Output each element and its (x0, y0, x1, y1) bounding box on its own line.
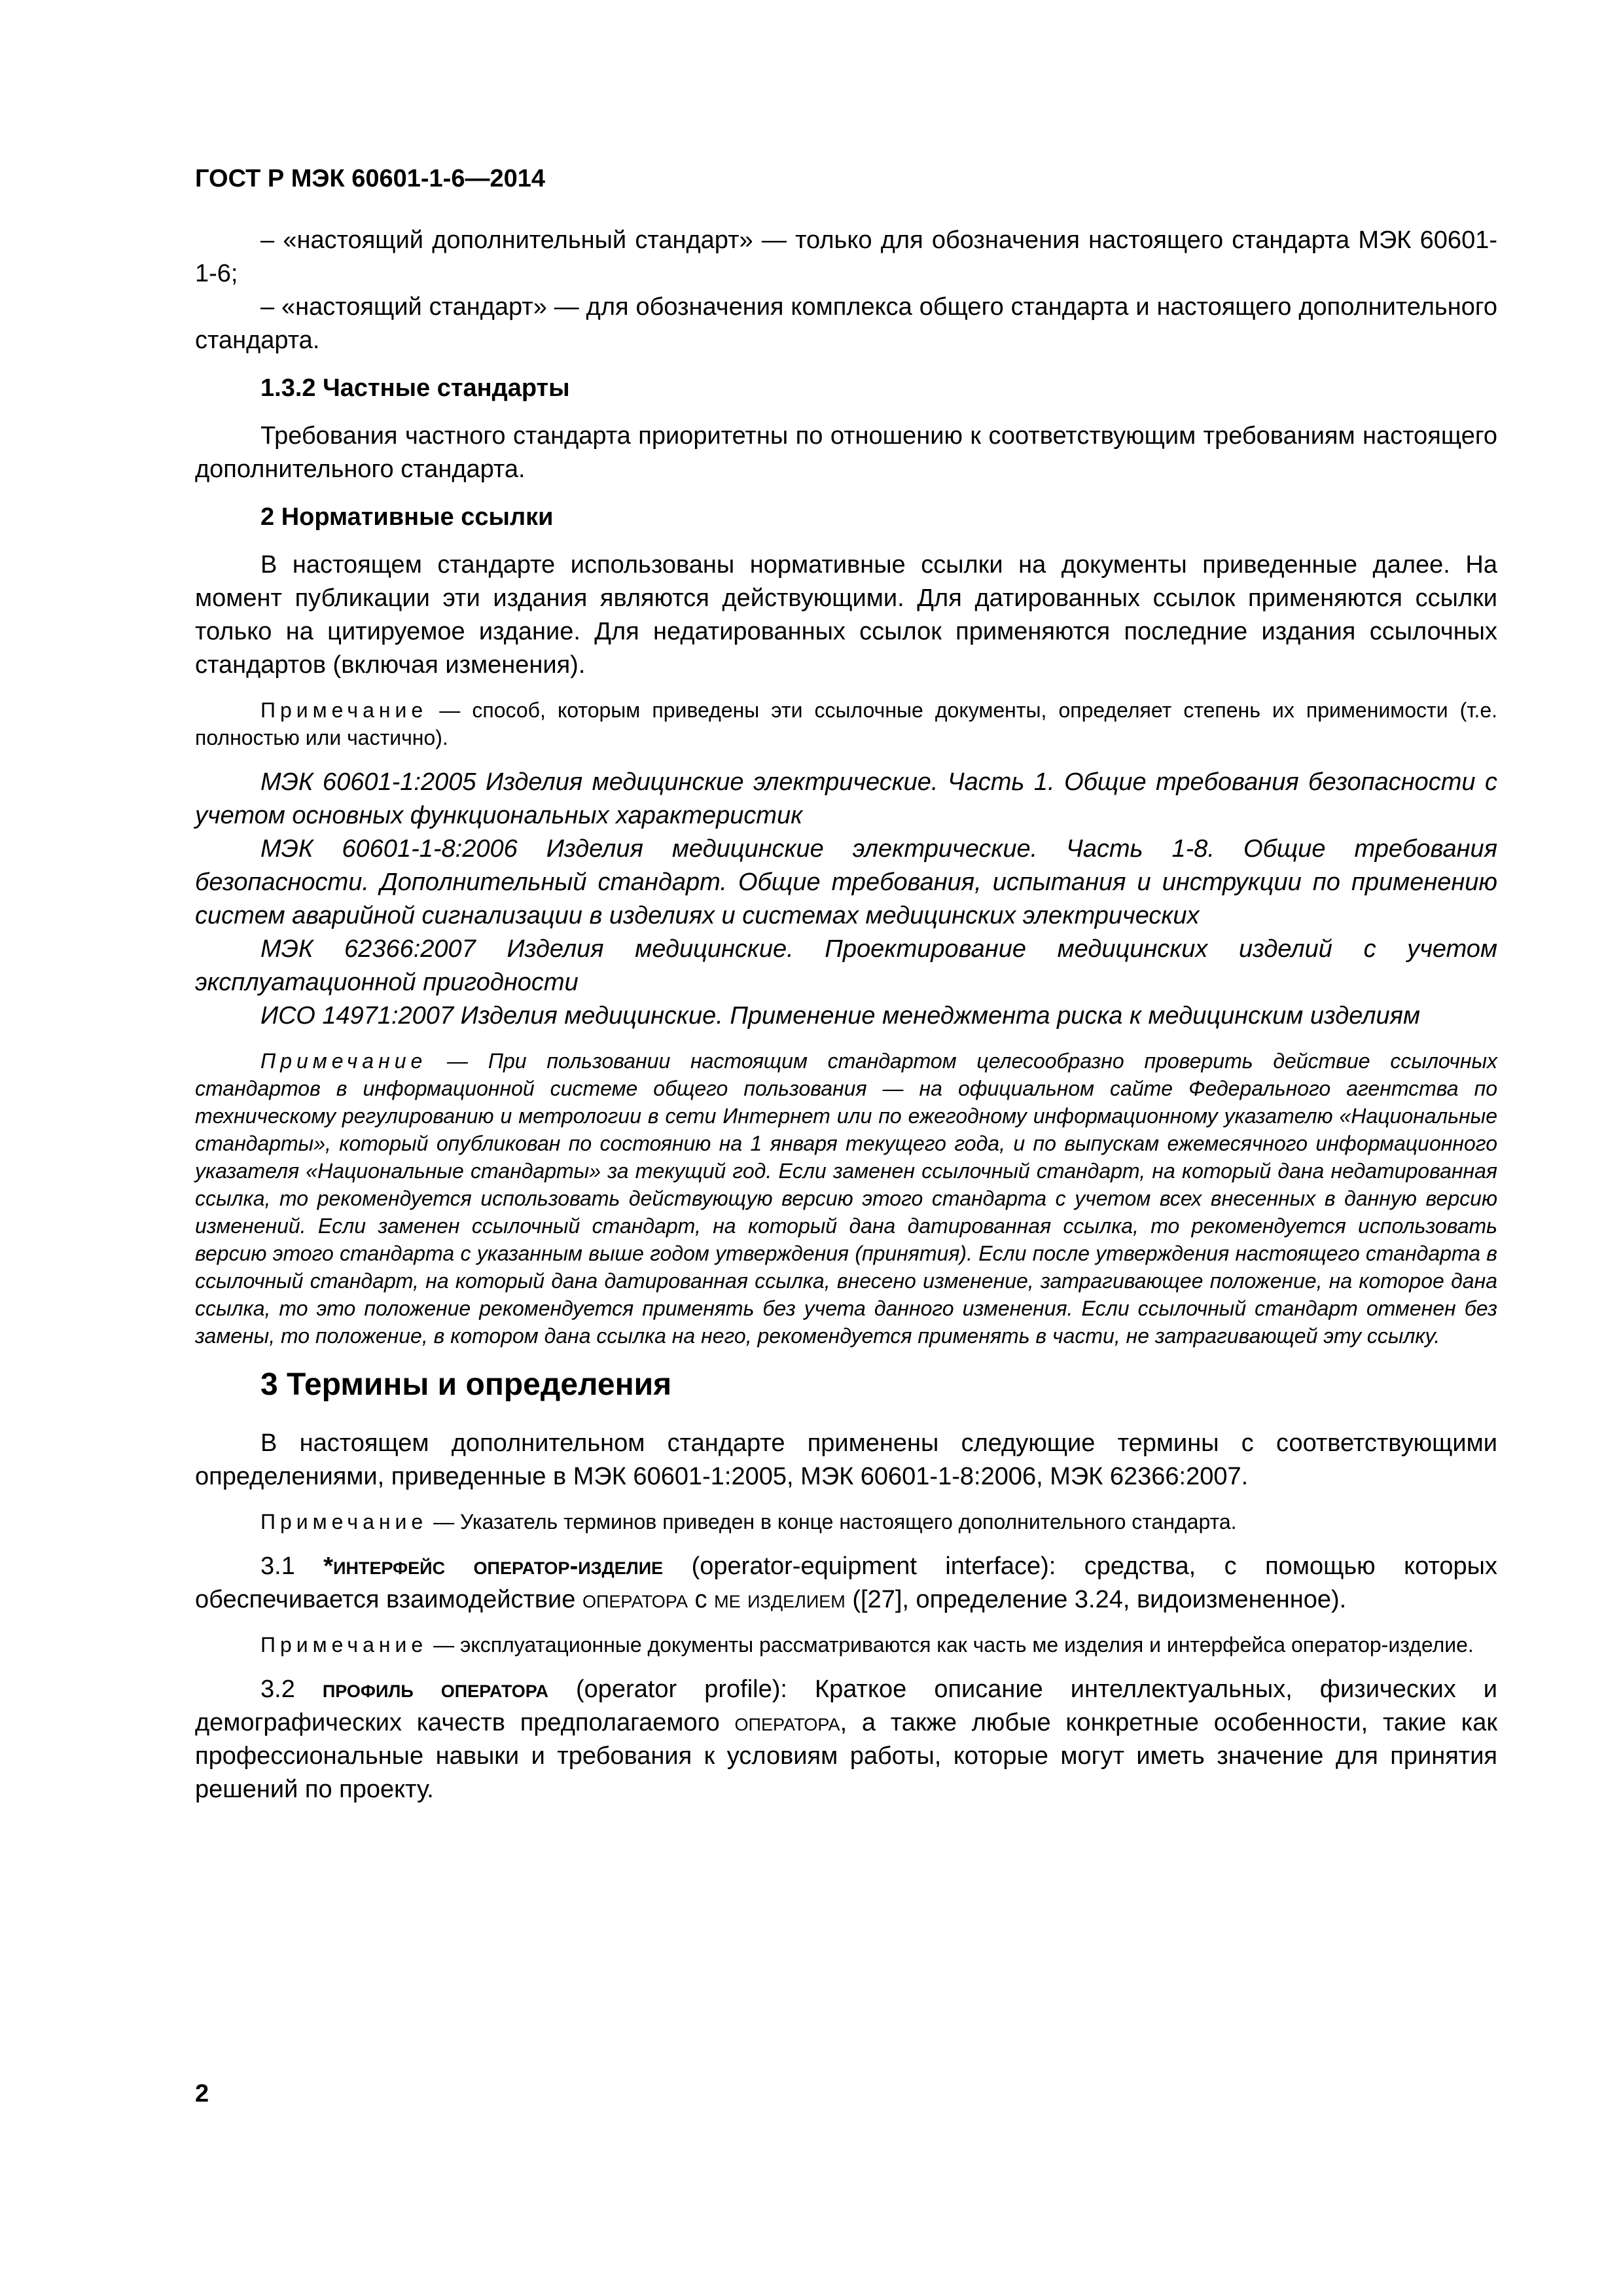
term-name: *интерфейс оператор-изделие (323, 1552, 664, 1580)
reference-item: МЭК 60601-1-8:2006 Изделия медицинские электрические. Часть 1-8. Общие требования безопасности. Дополнительный стандарт. Общие требования, испытания и инструкции по применению систем аварийной сигнализации в изделиях и системах медицинских электрических (195, 835, 1497, 929)
term-definition (195, 1673, 1497, 1806)
note-label: Примечание (260, 698, 428, 722)
reference-item: МЭК 62366:2007 Изделия медицинские. Проектирование медицинских изделий с учетом эксплуатационной пригодности (195, 935, 1497, 996)
term-definition (195, 1550, 1497, 1617)
paragraph: В настоящем дополнительном стандарте применены следующие термины с соответствующими определениями, приведенные в МЭК 60601-1:2005, МЭК 60601-1-8:2006, МЭК 62366:2007. (195, 1429, 1497, 1490)
note (195, 696, 1497, 751)
paragraph: Требования частного стандарта приоритетны по отношению к соответствующим требованиям настоящего дополнительного стандарта. (195, 422, 1497, 483)
reference-item: ИСО 14971:2007 Изделия медицинские. Применение менеджмента риска к медицинским изделиям (260, 1002, 1420, 1030)
term-text: ([27], определение 3.24, видоизмененное). (845, 1586, 1347, 1613)
note-label: Примечание (260, 1049, 427, 1073)
note (195, 1047, 1497, 1350)
paragraph: – «настоящий дополнительный стандарт» — только для обозначения настоящего стандарта МЭК 60601-1-6; (195, 226, 1497, 287)
paragraph: В настоящем стандарте использованы нормативные ссылки на документы приведенные далее. На момент публикации эти издания являются действующими. Для датированных ссылок применяются ссылки только на цитируемое издание. Для недатированных ссылок применяются последние издания ссылочных стандартов (включая изменения). (195, 551, 1497, 679)
term-ref: оператора (582, 1586, 688, 1613)
term-text: с (687, 1586, 715, 1613)
document-header: ГОСТ Р МЭК 60601-1-6—2014 (195, 165, 545, 192)
page-content (195, 224, 1497, 1821)
note-label: Примечание (260, 1510, 428, 1534)
term-text: , а также любые конкретные особенности, такие как профессиональные навыки и требования к условиям работы, которые могут иметь значение для принятия решений по проекту. (195, 1709, 1498, 1803)
term-ref: оператора (734, 1709, 840, 1736)
note (195, 1508, 1497, 1535)
section-heading: 2 Нормативные ссылки (260, 503, 554, 531)
note-text: — При пользовании настоящим стандартом целесообразно проверить действие ссылочных стандартов в информационной системе общего пользования — на официальном сайте Федерального агентства по техническому регулированию и метрологии в сети Интернет или по ежегодному информационному указателю «Национальные стандарты», который опубликован по состоянию на 1 января текущего года, и по выпускам ежемесячного информационного указателя «Национальные стандарты» за текущий год. Если заменен ссылочный стандарт, на который дана недатированная ссылка, то рекомендуется использовать действующую версию этого стандарта с учетом всех внесенных в данную версию изменений. Если заменен ссылочный стандарт, на который дана датированная ссылка, то рекомендуется использовать версию этого стандарта с указанным выше годом утверждения (принятия). Если после утверждения настоящего стандарта в ссылочный стандарт, на который дана датированная ссылка, внесено изменение, затрагивающее положение, на которое дана ссылка, то это положение рекомендуется применять без учета данного изменения. Если ссылочный стандарт отменен без замены, то положение, в котором дана ссылка на него, рекомендуется применять в части, не затрагивающей эту ссылку. (195, 1049, 1497, 1348)
paragraph: – «настоящий стандарт» — для обозначения комплекса общего стандарта и настоящего дополнительного стандарта. (195, 293, 1497, 354)
page-number: 2 (195, 2080, 209, 2108)
term-number: 3.1 (260, 1552, 324, 1580)
note-text: — Указатель терминов приведен в конце настоящего дополнительного стандарта. (427, 1510, 1237, 1534)
term-text: (operator-equipment interface): средства, с помощью которых обеспечивается взаимодействие (195, 1552, 1497, 1613)
note-text: — эксплуатационные документы рассматриваются как часть ме изделия и интерфейса оператор-изделие. (427, 1633, 1474, 1657)
section-heading: 3 Термины и определения (260, 1367, 672, 1402)
reference-item: МЭК 60601-1:2005 Изделия медицинские электрические. Часть 1. Общие требования безопасности с учетом основных функциональных характеристик (195, 768, 1497, 829)
section-heading: 1.3.2 Частные стандарты (260, 374, 570, 402)
note-text: — способ, которым приведены эти ссылочные документы, определяет степень их применимости (т.е. полностью или частично). (195, 698, 1497, 749)
term-name: профиль оператора (322, 1676, 548, 1703)
note-label: Примечание (260, 1633, 428, 1657)
term-text: (operator profile): Краткое описание интеллектуальных, физических и демографических качеств предполагаемого (195, 1676, 1497, 1736)
term-ref: ме изделием (714, 1586, 846, 1613)
note (195, 1631, 1497, 1659)
term-number: 3.2 (260, 1676, 323, 1703)
